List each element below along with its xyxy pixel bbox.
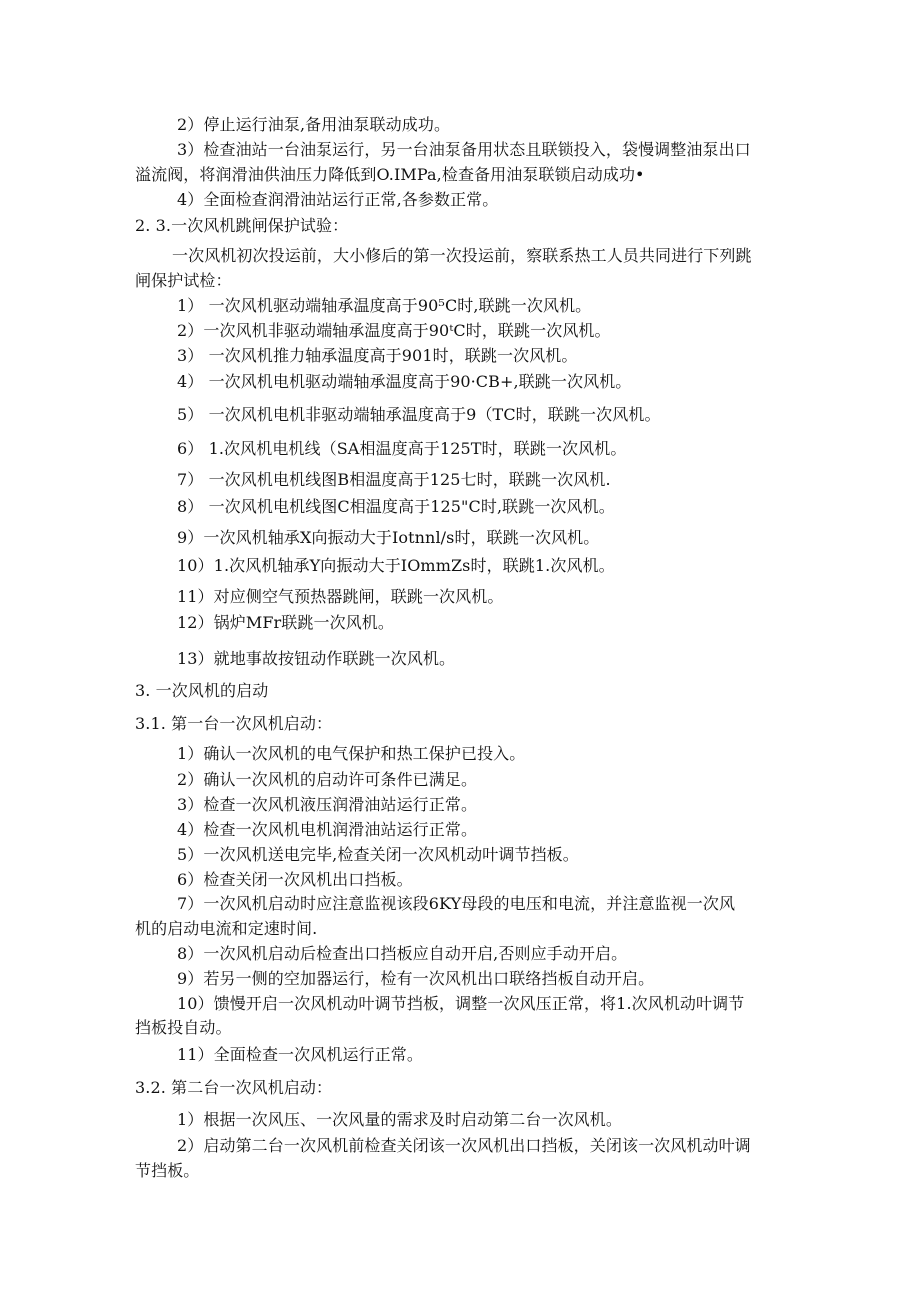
start-item-4: 4）检查一次风机电机润滑油站运行正常。 <box>177 820 478 839</box>
start-item-8: 8）一次风机启动后检查出口挡板应自动开启,否则应手动开启。 <box>177 944 628 963</box>
start-item-11: 11）全面检查一次风机运行正常。 <box>177 1045 423 1064</box>
second-fan-item-2-line1: 2）启动第二台一次风机前检查关闭该一次风机出口挡板，关闭该一次风机动叶调 <box>177 1136 751 1155</box>
start-item-7-line1: 7）一次风机启动时应注意监视该段6KY母段的电压和电流，并注意监视一次风 <box>177 894 736 913</box>
trip-item-13: 13）就地事故按钮动作联跳一次风机。 <box>177 649 456 668</box>
trip-item-1: 1） 一次风机驱动端轴承温度高于90⁵C时,联跳一次风机。 <box>177 296 592 315</box>
trip-item-7: 7） 一次风机电机线图B相温度高于125七时，联跳一次风机. <box>177 470 611 489</box>
trip-item-8: 8） 一次风机电机线图C相温度高于125"C时,联跳一次风机。 <box>177 497 615 516</box>
subsection-heading-second-fan: 3.2. 第二台一次风机启动： <box>135 1078 333 1097</box>
start-item-5: 5）一次风机送电完毕,检查关闭一次风机动叶调节挡板。 <box>177 845 579 864</box>
item-oil-pump-check-line1: 3）检查油站一台油泵运行，另一台油泵备用状态且联锁投入，袋慢调整油泵出口 <box>177 140 751 159</box>
section-heading-trip-test: 2. 3.一次风机跳闸保护试验： <box>135 216 349 235</box>
start-item-10-line2: 挡板投自动。 <box>135 1018 232 1037</box>
start-item-7-line2: 机的启动电流和定速时间. <box>135 919 318 938</box>
subsection-heading-first-fan: 3.1. 第一台一次风机启动： <box>135 714 333 733</box>
trip-item-10: 10）1.次风机轴承Y向振动大于IOmmZs时，联跳1.次风机。 <box>177 556 615 575</box>
trip-item-11: 11）对应侧空气预热器跳闸，联跳一次风机。 <box>177 587 504 606</box>
start-item-3: 3）检查一次风机液压润滑油站运行正常。 <box>177 795 478 814</box>
start-item-2: 2）确认一次风机的启动许可条件已满足。 <box>177 770 478 789</box>
trip-item-6: 6） 1.次风机电机线（SA相温度高于125T时，联跳一次风机。 <box>177 439 627 458</box>
start-item-10-line1: 10）馈慢开启一次风机动叶调节挡板，调整一次风压正常，将1.次风机动叶调节 <box>177 994 745 1013</box>
trip-item-12: 12）锅炉MFr联跳一次风机。 <box>177 613 394 632</box>
start-item-9: 9）若另一侧的空加器运行，检有一次风机出口联络挡板自动开启。 <box>177 969 655 988</box>
item-lube-station-check: 4）全面检查润滑油站运行正常,各参数正常。 <box>177 190 499 209</box>
section-heading-fan-start: 3. 一次风机的启动 <box>135 681 269 700</box>
item-oil-pump-stop: 2）停止运行油泵,备用油泵联动成功。 <box>177 115 451 134</box>
second-fan-item-1: 1）根据一次风压、一次风量的需求及时启动第二台一次风机。 <box>177 1110 622 1129</box>
trip-item-4: 4） 一次风机电机驱动端轴承温度高于90·CB+,联跳一次风机。 <box>177 372 632 391</box>
item-oil-pump-check-line2: 溢流阀，将润滑油供油压力降低到O.IMPa,检查备用油泵联锁启动成功• <box>135 165 645 184</box>
paragraph-trip-test-line1: 一次风机初次投运前，大小修后的第一次投运前，察联系热工人员共同进行下列跳 <box>172 246 752 265</box>
trip-item-2: 2）一次风机非驱动端轴承温度高于90ᵗC时，联跳一次风机。 <box>177 321 611 340</box>
second-fan-item-2-line2: 节挡板。 <box>135 1161 200 1180</box>
trip-item-5: 5） 一次风机电机非驱动端轴承温度高于9（TC时，联跳一次风机。 <box>177 405 661 424</box>
trip-item-9: 9）一次风机轴承X向振动大于Iotnnl/s时，联跳一次风机。 <box>177 528 600 547</box>
start-item-6: 6）检查关闭一次风机出口挡板。 <box>177 870 413 889</box>
trip-item-3: 3） 一次风机推力轴承温度高于901时，联跳一次风机。 <box>177 346 578 365</box>
start-item-1: 1）确认一次风机的电气保护和热工保护已投入。 <box>177 744 526 763</box>
paragraph-trip-test-line2: 闸保护试检： <box>135 271 232 290</box>
